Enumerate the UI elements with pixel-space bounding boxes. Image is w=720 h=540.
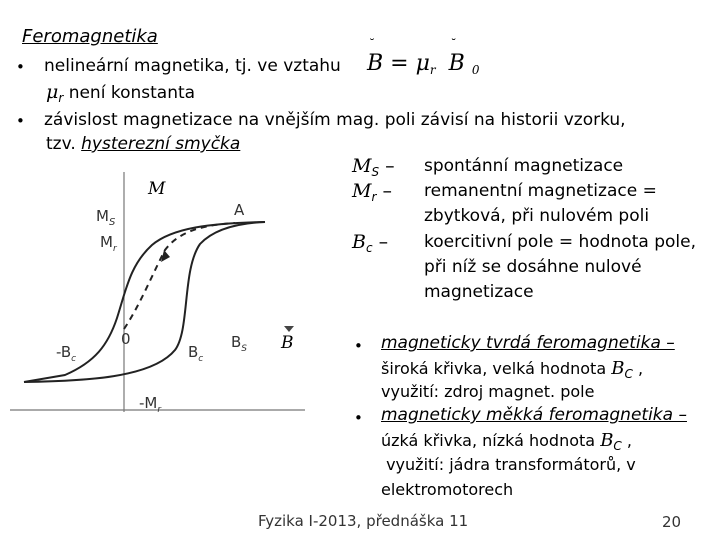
bullet-2-line-1: závislost magnetizace na vnějším mag. poli závisí na historii vzorku, [44,110,626,130]
axis-label-m: M [148,179,166,199]
equation-mu: μ [415,51,430,76]
label-bs: $B_S$ [231,333,248,354]
equation-rhs-symbol: B [448,51,465,76]
slide-title: Feromagnetika [22,26,158,47]
page-number: 20 [662,513,682,531]
definition-ms-text: spontánní magnetizace [424,156,624,176]
equation-lhs-symbol: B [367,51,384,76]
soft-ferromagnetics-desc-2: využití: jádra transformátorů, v [381,455,636,474]
definition-mr-text-1: remanentní magnetizace = [424,181,657,201]
label-neg-mr: $-M_r$ [139,394,162,415]
initial-magnetization-curve [124,223,235,329]
definition-bc-text-1: koercitivní pole = hodnota pole, [424,232,696,252]
bullet-dot: • [16,58,25,76]
definition-mr-symbol: $M_r$ – [352,180,392,204]
bullet-dot: • [354,337,363,355]
label-mr: $M_r$ [100,233,117,254]
bullet-1-line-1: nelineární magnetika, tj. ve vztahu [44,56,341,76]
footer-text: Fyzika I-2013, přednáška 11 [258,512,469,530]
axis-label-b: B [281,333,294,353]
hard-ferromagnetics-desc-2: využití: zdroj magnet. pole [381,382,595,401]
definition-bc-symbol: $B_c$ – [352,231,389,255]
bullet-dot: • [16,112,25,130]
bullet-1-line-2-text: není konstanta [68,83,196,103]
label-bc: $B_c$ [188,343,204,364]
definition-bc-text-2: při níž se dosáhne nulové [424,257,642,277]
equation-rhs-sub: 0 [471,63,480,77]
bullet-dot: • [354,409,363,427]
label-neg-bc: $-B_c$ [56,343,77,364]
hard-ferromagnetics-title: magneticky tvrdá feromagnetika – [381,333,675,353]
vector-mark-icon: ˘ [450,37,457,51]
vector-mark-icon: ˘ [369,37,375,51]
bullet-2-prefix: tzv. [46,134,76,154]
mu-symbol: μ [46,81,59,103]
soft-ferromagnetics-title: magneticky měkká feromagnetika – [381,405,687,425]
label-ms: $M_S$ [96,207,116,228]
vector-arrow-icon [284,326,294,332]
definition-bc-text-3: magnetizace [424,282,534,302]
equation-equals: = [390,51,409,76]
definition-ms-symbol: $M_S$ – [352,155,395,179]
equation-mu-sub: r [429,63,436,77]
soft-ferromagnetics-desc-3: elektromotorech [381,480,514,499]
mu-sub: r [58,91,64,105]
hysteresis-loop-term: hysterezní smyčka [81,134,241,154]
soft-ferromagnetics-desc-1: úzká křivka, nízká hodnota $B_C$ , [381,430,632,453]
hard-ferromagnetics-desc-1: široká křivka, velká hodnota $B_C$ , [381,358,644,381]
definition-mr-text-2: zbytková, při nulovém poli [424,206,650,226]
label-a: A [234,201,245,219]
label-origin: 0 [121,330,131,348]
